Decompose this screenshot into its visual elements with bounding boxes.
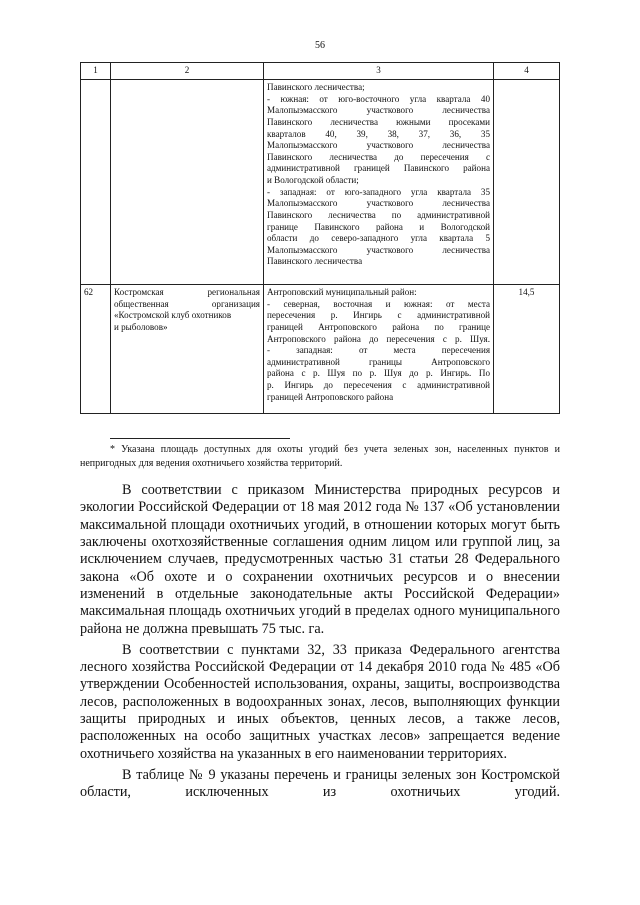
text-line: Павинского лесничества по административной — [267, 209, 490, 220]
text-line: Антроповский муниципальный район: — [267, 287, 417, 297]
text-line: границе Павинского района и Вологодской — [267, 221, 490, 232]
table-header-row — [81, 63, 560, 80]
footnote-text: * Указана площадь доступных для охоты угодий без учета зеленых зон, населенных пунктов и непригодных для ведения охотничьего хозяйства территорий. — [80, 444, 560, 469]
footnote — [80, 438, 560, 470]
text-line: - западная: от юго-западного угла квартала 35 — [267, 186, 490, 197]
hunting-grounds-table — [80, 62, 560, 414]
text-line: и рыболовов» — [114, 321, 168, 332]
text-line: границей Антроповского района — [267, 391, 394, 402]
text-line: «Костромской клуб охотников — [114, 310, 232, 321]
text-line: Павинского лесничества — [267, 256, 363, 267]
text-line: Павинского лесничества южными просеками — [267, 116, 490, 127]
paragraph: В таблице № 9 указаны перечень и границы зеленых зон Костромской области, исключенных из охотничьих угодий. — [80, 767, 560, 801]
text-line: Малопыэмасского участкового лесничества — [267, 198, 490, 209]
paragraph: В соответствии с пунктами 32, 33 приказа Федерального агентства лесного хозяйства Российской Федерации от 14 декабря 2010 года № 485 «Об утверждении Особенностей использования, охраны, защиты, воспроизводства лесов, расположенных в водоохранных зонах, лесов, выполняющих функции защиты природных и иных объектов, ценных лесов, а также лесов, расположенных на особо защитных участках лесов» запрещается ведение охотничьего хозяйства на указанных в его наименовании территориях. — [80, 641, 560, 762]
paragraph: В соответствии с приказом Министерства природных ресурсов и экологии Российской Федерации от 18 мая 2012 года № 137 «Об установлении максимальной площади охотничьих угодий, в отношении которых могут быть заключены охотхозяйственные соглашения одним лицом или группой лиц, за исключением случаев, предусмотренных частью 31 статьи 28 Федерального закона «Об охоте и о сохранении охотничьих ресурсов и о внесении изменений в отдельные законодательные акты Российской Федерации» максимальная площадь охотничьих угодий в пределах одного муниципального района не должна превышать 75 тыс. га. — [80, 482, 560, 637]
text-line: Павинского лесничества; — [267, 82, 365, 92]
text-line: Малопыэмасского участкового лесничества — [267, 105, 490, 116]
table-cell-organization — [111, 285, 264, 414]
text-line: района с р. Шуя по р. Шуя до р. Ингирь. По — [267, 368, 490, 379]
footnote-rule — [110, 438, 290, 439]
text-line: Антроповского района до пересечения с р. Шуя. — [267, 333, 490, 344]
column-header: 1 — [81, 63, 111, 80]
text-line: - западная: от места пересечения — [267, 345, 490, 356]
table-cell-number — [81, 80, 111, 285]
text-line: общественная организация — [114, 298, 260, 309]
table-cell-area: 14,5 — [494, 285, 560, 414]
text-line: области до северо-западного угла квартала 5 — [267, 233, 490, 244]
table-cell-organization — [111, 80, 264, 285]
table-cell-boundaries — [264, 285, 494, 414]
text-line: - южная: от юго-восточного угла квартала 40 — [267, 93, 490, 104]
text-line: Малопыэмасского участкового лесничества — [267, 140, 490, 151]
text-line: кварталов 40, 39, 38, 37, 36, 35 — [267, 128, 490, 139]
text-line: Костромская региональная — [114, 287, 260, 297]
text-line: административной границей Павинского района — [267, 163, 490, 174]
column-header: 4 — [494, 63, 560, 80]
table-row — [81, 285, 560, 414]
text-line: Павинского лесничества до пересечения с — [267, 151, 490, 162]
column-header: 2 — [111, 63, 264, 80]
table-cell-area — [494, 80, 560, 285]
text-line: Малопыэмасского участкового лесничества — [267, 244, 490, 255]
text-line: - северная, восточная и южная: от места — [267, 298, 490, 309]
table-cell-boundaries — [264, 80, 494, 285]
text-line: административной границы Антроповского — [267, 356, 490, 367]
table-cell-number: 62 — [81, 285, 111, 414]
column-header: 3 — [264, 63, 494, 80]
text-line: и Вологодской области; — [267, 175, 359, 185]
text-line: границей Антроповского района по границе — [267, 321, 490, 332]
body-text — [80, 482, 560, 806]
text-line: пересечения р. Ингирь с административной — [267, 310, 490, 321]
text-line: р. Ингирь до пересечения с административной — [267, 380, 490, 390]
table-row — [81, 80, 560, 285]
page-number: 56 — [315, 40, 325, 51]
